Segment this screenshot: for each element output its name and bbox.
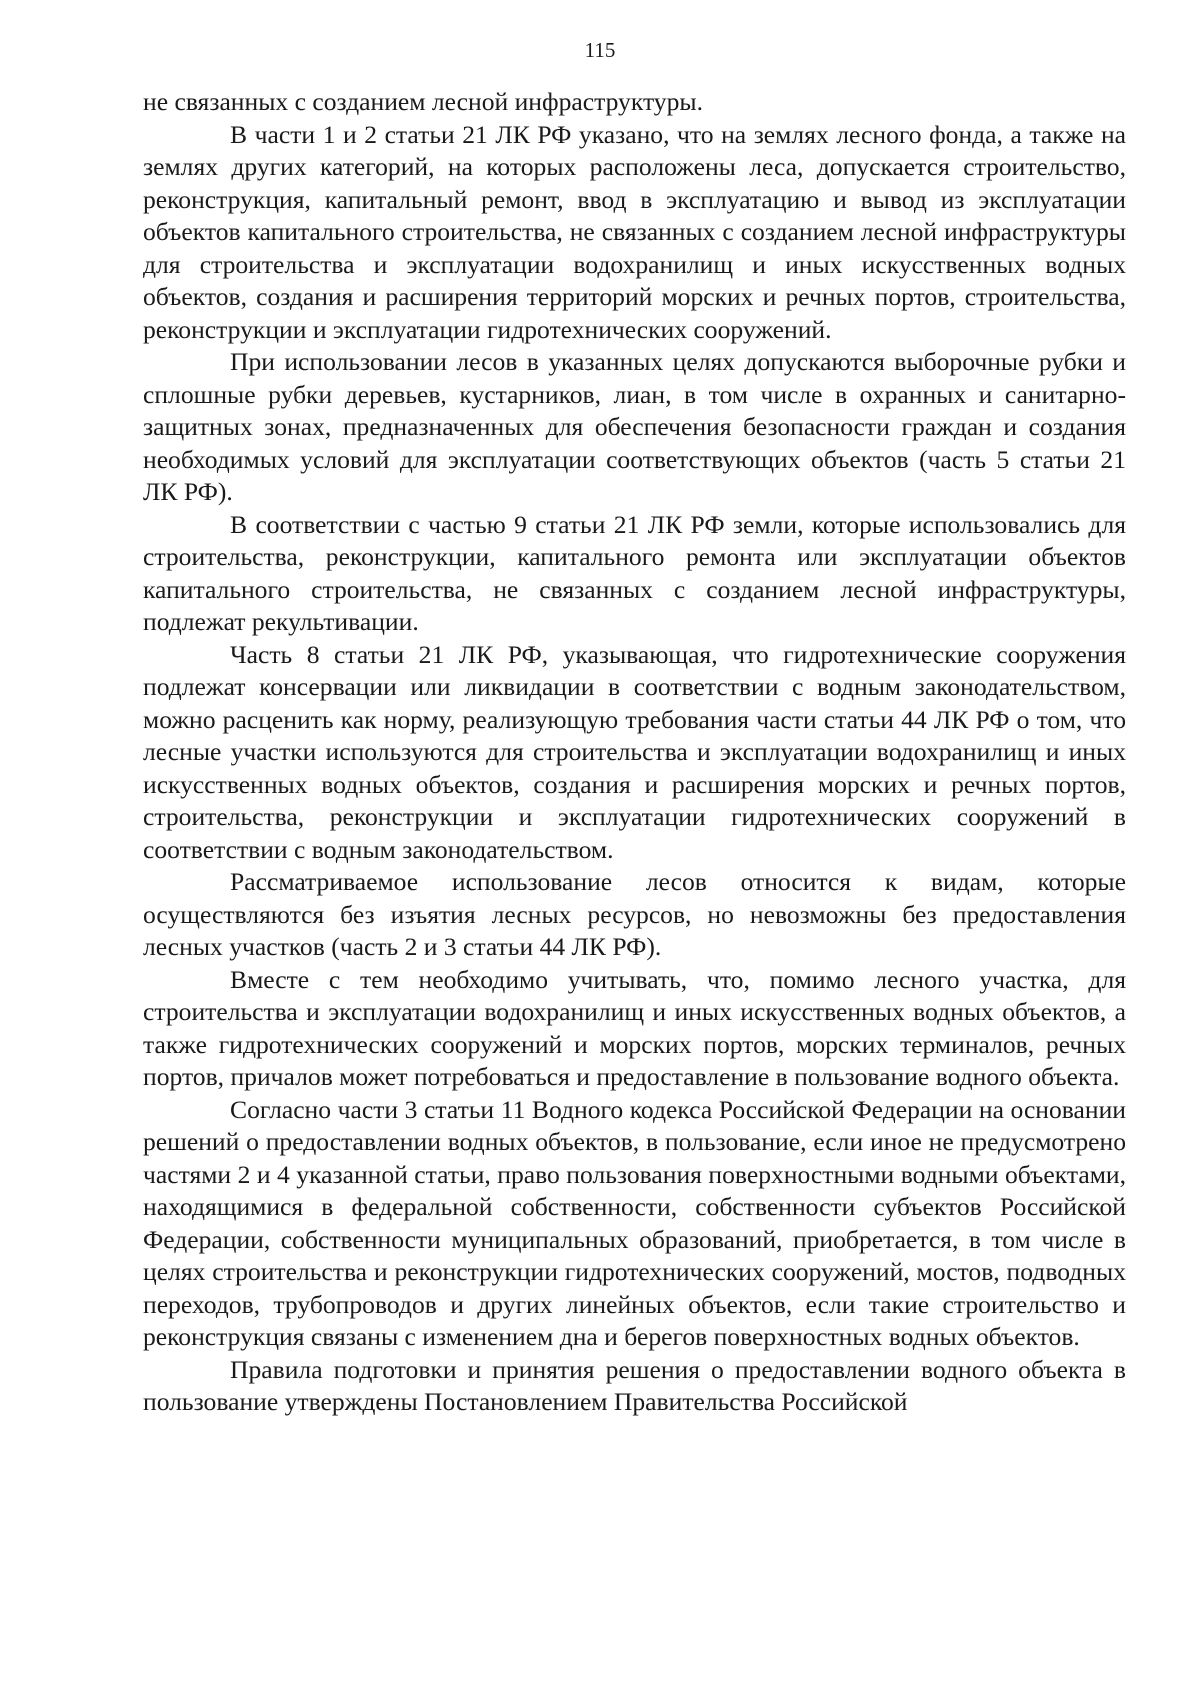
page-number: 115 <box>584 38 616 62</box>
paragraph: В соответствии с частью 9 статьи 21 ЛК РФ земли, которые использовались для строительства, реконструкции, капитального ремонта или эксплуатации объектов капитального строительства, не связанных с созданием лесной инфраструктуры, подлежат рекультивации. <box>143 509 1126 636</box>
document-body <box>143 86 1126 1419</box>
paragraph: Часть 8 статьи 21 ЛК РФ, указывающая, что гидротехнические сооружения подлежат консервации или ликвидации в соответствии с водным законодательством, можно расценить как норму, реализующую требования части статьи 44 ЛК РФ о том, что лесные участки используются для строительства и эксплуатации водохранилищ и иных искусственных водных объектов, создания и расширения морских и речных портов, строительства, реконструкции и эксплуатации гидротехнических сооружений в соответствии с водным законодательством. <box>143 639 1126 864</box>
paragraph: Рассматриваемое использование лесов относится к видам, которые осуществляются без изъятия лесных ресурсов, но невозможны без предоставления лесных участков (часть 2 и 3 статьи 44 ЛК РФ). <box>143 867 1126 961</box>
paragraph: Вместе с тем необходимо учитывать, что, помимо лесного участка, для строительства и эксплуатации водохранилищ и иных искусственных водных объектов, а также гидротехнических сооружений и морских портов, морских терминалов, речных портов, причалов может потребоваться и предоставление в пользование водного объекта. <box>143 964 1126 1091</box>
paragraph-continuation: не связанных с созданием лесной инфраструктуры. <box>143 87 703 116</box>
paragraph: В части 1 и 2 статьи 21 ЛК РФ указано, что на землях лесного фонда, а также на землях других категорий, на которых расположены леса, допускается строительство, реконструкция, капитальный ремонт, ввод в эксплуатацию и вывод из эксплуатации объектов капитального строительства, не связанных с созданием лесной инфраструктуры для строительства и эксплуатации водохранилищ и иных искусственных водных объектов, создания и расширения территорий морских и речных портов, строительства, реконструкции и эксплуатации гидротехнических сооружений. <box>143 119 1126 344</box>
paragraph-continues: Правила подготовки и принятия решения о предоставлении водного объекта в пользование утверждены Постановлением Правительства Российской <box>143 1354 1126 1416</box>
paragraph: При использовании лесов в указанных целях допускаются выборочные рубки и сплошные рубки деревьев, кустарников, лиан, в том числе в охранных и санитарно-защитных зонах, предназначенных для обеспечения безопасности граждан и создания необходимых условий для эксплуатации соответствующих объектов (часть 5 статьи 21 ЛК РФ). <box>143 347 1126 506</box>
paragraph: Согласно части 3 статьи 11 Водного кодекса Российской Федерации на основании решений о предоставлении водных объектов, в пользование, если иное не предусмотрено частями 2 и 4 указанной статьи, право пользования поверхностными водными объектами, находящимися в федеральной собственности, собственности субъектов Российской Федерации, собственности муниципальных образований, приобретается, в том числе в целях строительства и реконструкции гидротехнических сооружений, мостов, подводных переходов, трубопроводов и других линейных объектов, если такие строительство и реконструкция связаны с изменением дна и берегов поверхностных водных объектов. <box>143 1094 1126 1351</box>
